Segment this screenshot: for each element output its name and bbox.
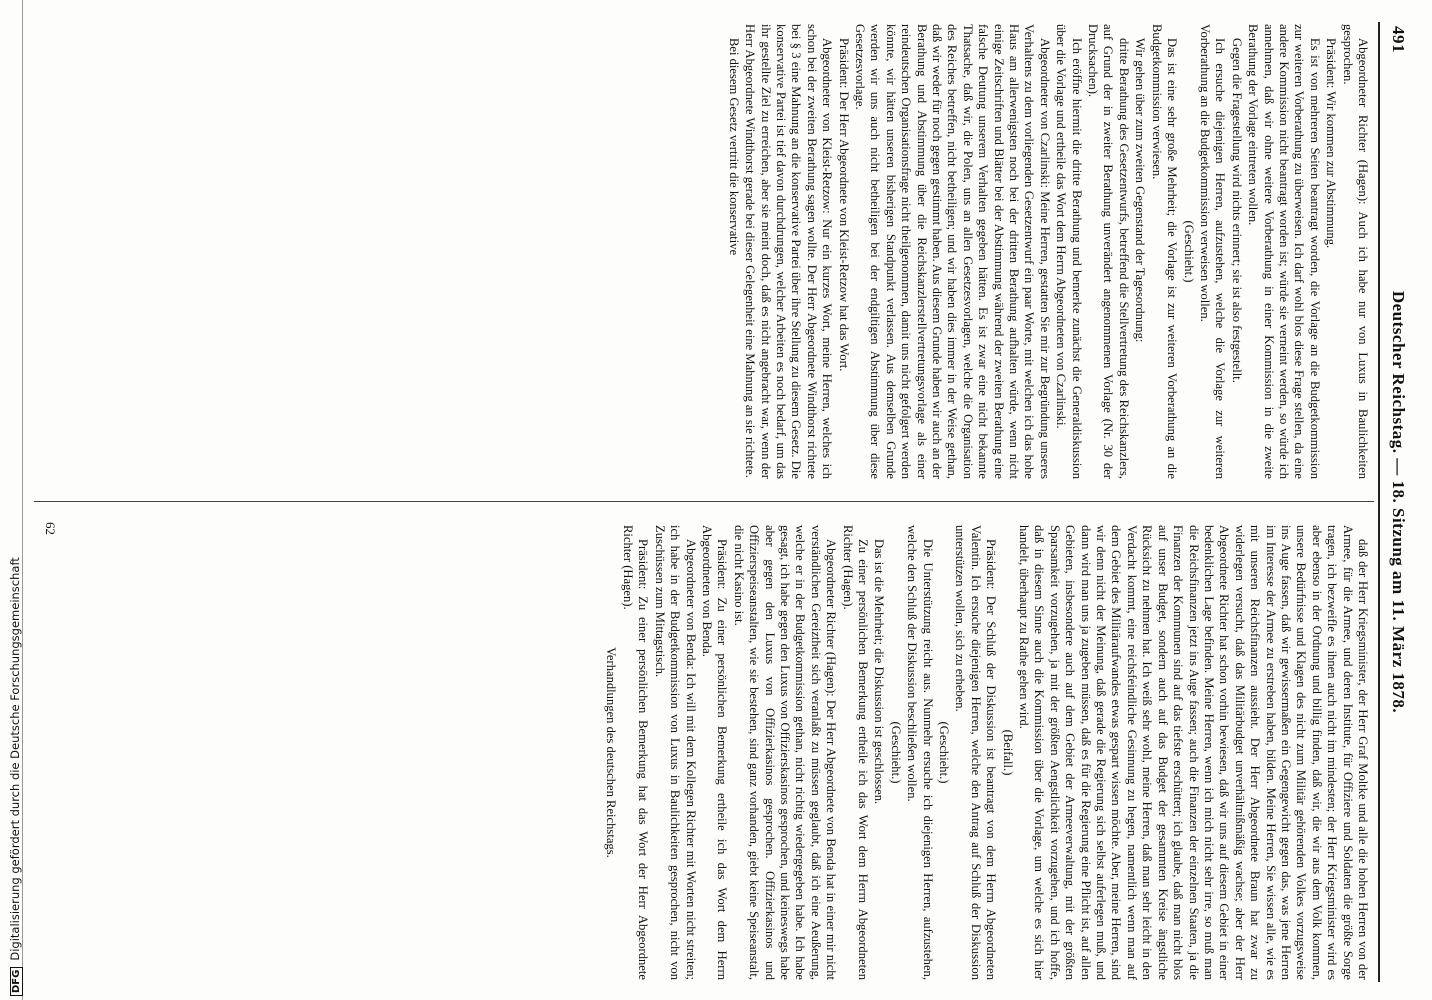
paragraph: Abgeordneter Richter (Hagen): Auch ich habe nur von Luxus in Baulichkeiten gesprochen. [1340, 24, 1370, 479]
paragraph: Abgeordneter von Kleist-Retzow: Nur ein kurzes Wort, meine Herren, welches ich schon bei der zweiten Berathung sagen wollte. Der Herr Abgeordnete Windthorst richtete bei § 3 eine Mahnung an die konservative Partei über ihre Stellung zu diesem Gesetz. Die konservative Partei ist tief davon durchdrungen, welcher Arbeiten es noch bedarf, um das ihr gestellte Ziel zu erreichen, aber sie meint doch, daß es nicht angebracht war, wenn der Herr Abgeordnete Windthorst gerade bei dieser Gelegenheit eine Mahnung an sie richtete. [743, 24, 835, 479]
digitization-credit [8, 557, 23, 996]
page-number: 491 [1389, 26, 1408, 53]
paragraph: Zu einer persönlichen Bemerkung ertheile ich das Wort dem Herrn Abgeordneten Richter (Hagen). [840, 525, 870, 980]
text-column-left [40, 24, 1370, 479]
paragraph: daß der Herr Kriegsminister, der Herr Graf Moltke und alle die hohen Herren von der Armee, für die Armee, und deren Institute, für Offiziere und Soldaten die größte Sorge tragen, ich bezweifle es ihnen auch nicht im mindesten; der Herr Kriegsminister wird es aber ebenso in der Ordnung und billig finden, daß wir, die wir aus dem Volk kommen, unsere Bedürfnisse und Klagen des nicht zum Militär gehörenden Volkes vorzugsweise ins Auge fassen, daß wir gewissermaßen ein Gegengewicht gegen das, was jene Herren im Interesse der Armee zu erstreben haben, bilden. Meine Herren, Sie wissen alle, wie es mit unseren Reichsfinanzen aussieht. Der Herr Abgeordnete Braun hat zwar zu widerlegen versucht, daß das Militärbudget unverhältnißmäßig wachse; aber der Herr Abgeordnete Richter hat schon vorhin bewiesen, daß wir uns auf diesem Gebiet in einer bedenklichen Lage befinden. Meine Herren, wenn ich mich nicht sehr irre, so muß man die Reichsfinanzen jetzt ins Auge fassen; auch die Finanzen der einzelnen Staaten, ja die Finanzen der Kommunen sind auf das tiefste erschüttert; ich glaube, daß man nicht blos auf unser Budget, sondern auch auf das Budget der gesammten Kreise ängstliche Rücksicht zu nehmen hat. Ich weiß sehr wohl, meine Herren, daß man sehr leicht in den Verdacht kommt, eine reichsfeindliche Gesinnung zu hegen, namentlich wenn man auf dem Gebiet des Militäraufwandes etwas gespart wissen möchte. Aber, meine Herren, sind wir denn nicht der Meinung, daß gerade die Regierung sich selbst auferlegen muß, und dann wird man uns ja zugeben müssen, daß es für die Regierung eine Pflicht ist, auf allen Gebieten, insbesondere auch auf dem Gebiet der Armeeverwaltung, mit der größten Sparsamkeit vorzugehen, ja mit der größten Aengstlichkeit vorzugehen, und ich hoffe, daß in diesem Sinne auch die Kommission über die Vorlage, um welche es sich hier handelt, überhaupt zu Rathe gehen wird. [1017, 525, 1370, 980]
paragraph: Bei diesem Gesetz vertritt die konservative [726, 38, 741, 256]
paragraph: Ich eröffne hiermit die dritte Berathung und bemerke zunächst die Generaldiskussion über die Vorlage und ertheile das Wort dem Herrn Abgeordneten von Czarlinski. [1054, 24, 1084, 479]
paragraph: Das ist eine sehr große Mehrheit; die Vorlage ist zur weiteren Vorberathung an die Budgetkommission verwiesen. [1149, 24, 1180, 479]
paragraph: Abgeordneter Richter (Hagen): Der Herr Abgeordnete von Benda hat in einer mir nicht verständlichen Gereiztheit sich veranlaßt zu müssen geglaubt, daß ich eine Aeußerung, welche er in der Budgetkommission gethan, nicht richtig wiedergegeben habe. Ich habe gesagt, ich habe gegen den Luxus von Offizierskasinos gesprochen, und keineswegs habe aber gegen den Luxus von Offizierkasinos gesprochen. Offizierkasinos und Offizierspeiseanstalten, wie sie bestehen, sind ganz vorhanden, giebt keine Speiseanstalt, die nicht Kasino ist. [731, 525, 839, 980]
rotated-text-block [25, 22, 1410, 982]
column-divider [34, 501, 1374, 502]
dfg-logo: DFG [10, 967, 23, 996]
text-column-right [40, 525, 1370, 980]
paragraph: Abgeordneter von Czarlinski: Meine Herren, gestatten Sie mir zur Begründung unseres Verhaltens zu dem vorliegenden Gesetzentwurf ein paar Worte, mit welchen ich das hohe Haus am allerwenigsten noch bei der dritten Berathung aufhalten würde, wenn nicht einige Zeitschriften und Blätter bei der Abstimmung während der zweiten Berathung eine falsche Deutung unserem Verhalten gegeben hätten. Es ist zwar eine nicht bekannte Thatsache, daß wir, die Polen, uns an allen Gesetzesvorlagen, welche die Organisation des Reiches betreffen, nicht betheiligen; und wir haben dies immer in der Weise gethan, daß wir weder für noch gegen gestimmt haben. Aus diesem Grunde haben wir auch an der Berathung und Abstimmung über die Reichskanzlerstellvertretungsvorlage als einer reindeutschen Organisationsfrage nicht theilgenommen, damit uns nicht gefolgert werden könnte, wir hätten unseren bisherigen Standpunkt verlassen. Aus demselben Grunde werden wir uns auch nicht betheiligen bei der endgiltigen Abstimmung über diese Gesetzesvorlage. [853, 24, 1052, 479]
paragraph: Es ist von mehreren Seiten beantragt worden, die Vorlage an die Budgetkommission zur weiteren Vorberathung zu überweisen. Ich darf wohl blos diese Frage stellen, da eine andere Kommission nicht beantragt worden ist; würde sie verneint werden, so würde ich annehmen, daß wir ohne weitere Vorberathung in einer Kommission in die zweite Berathung der Vorlage eintreten wollen. [1246, 24, 1322, 479]
paragraph: Das ist die Mehrheit; die Diskussion ist geschlossen. [872, 539, 887, 805]
stage-direction: (Beifall.) [1000, 729, 1015, 776]
sheet-mark: 62 [43, 522, 58, 535]
paragraph: Wir gehen über zum zweiten Gegenstand der Tagesordnung: [1133, 38, 1148, 343]
running-header [1384, 22, 1410, 982]
header-rule [1378, 22, 1380, 982]
paragraph: Präsident: Zu einer persönlichen Bemerkung hat das Wort der Herr Abgeordnete Richter (Hagen). [620, 525, 651, 980]
paragraph: dritte Berathung des Gesetzentwurfs, betreffend die Stellvertretung des Reichskanzlers, auf Grund der in zweiter Berathung unverändert angenommenen Vorlage (Nr. 30 der Drucksachen). [1086, 24, 1131, 479]
stage-direction: (Geschieht.) [1181, 220, 1196, 283]
paragraph: Präsident: Wir kommen zur Abstimmung. [1324, 38, 1339, 249]
paragraph: Gegen die Fragestellung wird nichts erinnert; sie ist also festgestellt. [1229, 38, 1244, 383]
stage-direction: (Geschieht.) [937, 721, 952, 784]
stage-direction: Verhandlungen des deutschen Reichstags. [604, 647, 619, 858]
paragraph: Ich ersuche diejenigen Herren, aufzustehen, welche die Vorlage zur weiteren Vorberathung an die Budgetkommission verweisen wollen. [1197, 24, 1228, 479]
stage-direction: (Geschieht.) [888, 721, 903, 784]
paragraph: Abgeordneter von Benda: Ich will mit dem Kollegen Richter mit Worten nicht streiten; ich habe in der Budgetkommission von Luxus in Baulichkeiten gesprochen, nicht von Zuschüssen zum Mittagstisch. [652, 525, 698, 980]
header-title: Deutscher Reichstag. — 18. Sitzung am 11. März 1878. [1389, 290, 1408, 714]
credit-text: Digitalisierung gefördert durch die Deutsche Forschungsgemeinschaft [8, 557, 22, 961]
paragraph: Präsident: Der Herr Abgeordnete von Kleist-Retzow hat das Wort. [836, 38, 851, 372]
paragraph: Die Unterstützung reicht aus. Nunmehr ersuche ich diejenigen Herren, aufzustehen, welche den Schluß der Diskussion beschließen wollen. [905, 525, 935, 980]
paragraph: Präsident: Der Schluß der Diskussion ist beantragt von dem Herrn Abgeordneten Valentin. Ich ersuche diejenigen Herren, welche den Antrag auf Schluß der Diskussion unterstützen wollen, sich zu erheben. [953, 525, 999, 980]
paragraph: Präsident: Zu einer persönlichen Bemerkung ertheile ich das Wort dem Herrn Abgeordneten von Benda. [699, 525, 730, 980]
